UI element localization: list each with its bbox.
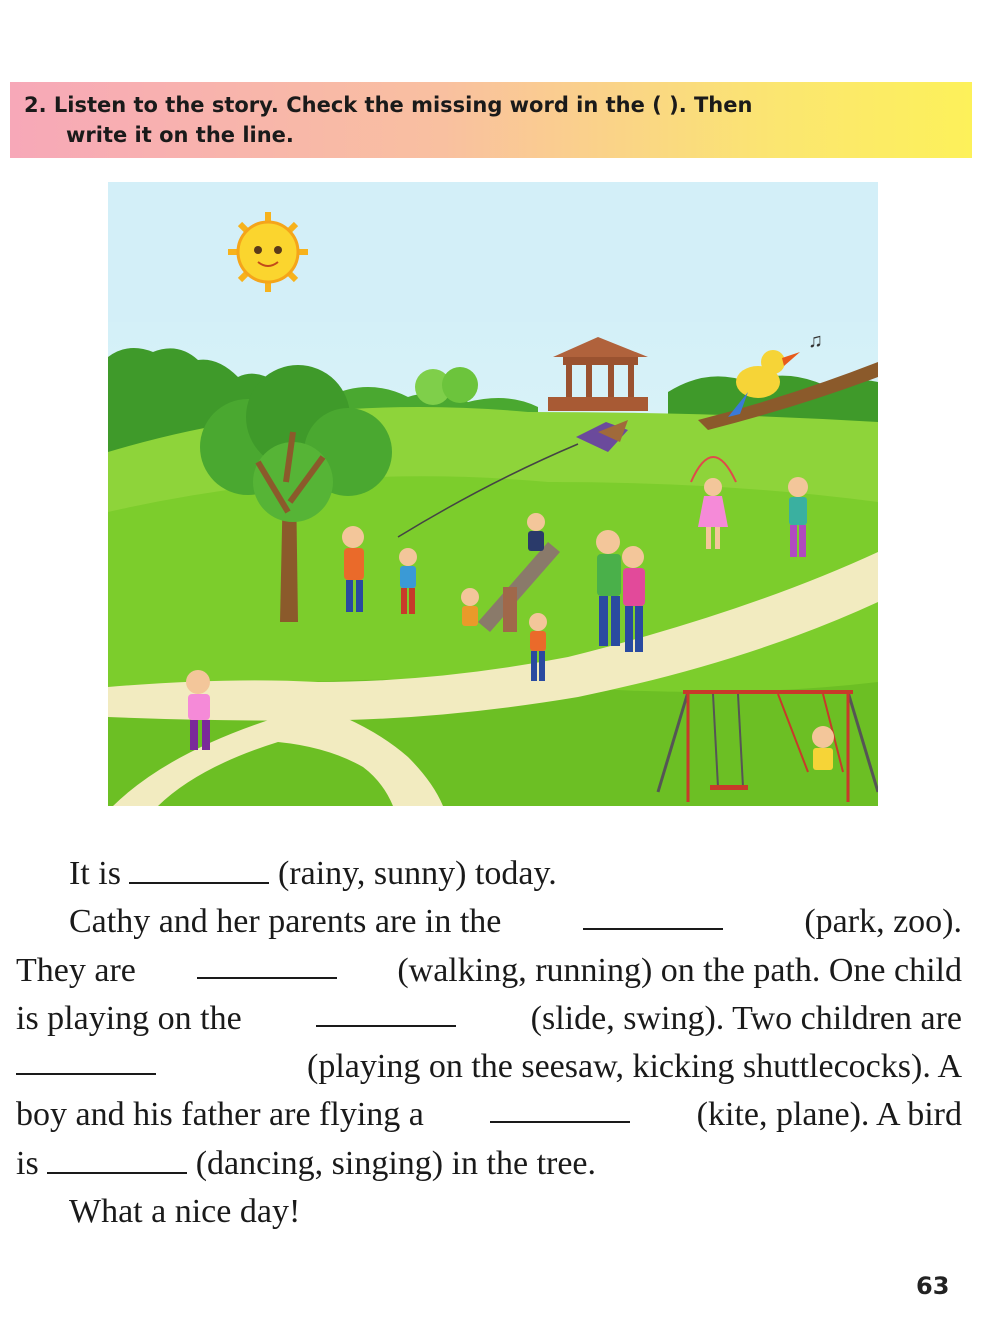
story-text-s6-a: boy and his father are flying a <box>16 1096 424 1134</box>
story-text <box>16 850 962 1236</box>
story-text-s2-b: (park, zoo). <box>804 903 962 941</box>
park-illustration <box>108 182 878 806</box>
svg-text:♫: ♫ <box>808 330 823 352</box>
story-line-2 <box>16 898 962 946</box>
story-text-s5-b: (playing on the seesaw, kicking shuttlecocks). A <box>307 1048 962 1086</box>
story-line-1 <box>16 850 962 898</box>
story-text-s1-a: It is <box>69 855 121 892</box>
answer-blank-weather[interactable] <box>129 852 269 884</box>
story-line-3 <box>16 947 962 995</box>
story-text-s8: What a nice day! <box>69 1193 301 1231</box>
instruction-banner <box>10 82 972 158</box>
answer-blank-activity[interactable] <box>16 1043 156 1075</box>
story-text-s4-b: (slide, swing). Two children are <box>530 999 962 1037</box>
answer-blank-toy[interactable] <box>490 1091 630 1123</box>
answer-blank-bird[interactable] <box>47 1142 187 1174</box>
story-text-s7-b: (dancing, singing) in the tree. <box>195 1144 597 1182</box>
story-line-5 <box>16 1043 962 1091</box>
instruction-line-1: 2. Listen to the story. Check the missing word in the ( ). Then <box>24 93 753 117</box>
story-text-s1-b: (rainy, sunny) today. <box>277 855 557 892</box>
story-text-s6-b: (kite, plane). A bird <box>696 1096 962 1134</box>
story-text-s4-a: is playing on the <box>16 999 242 1037</box>
story-text-s2-a: Cathy and her parents are in the <box>69 903 502 941</box>
story-line-7 <box>16 1140 962 1188</box>
story-text-s3-a: They are <box>16 951 136 989</box>
story-line-8 <box>16 1188 962 1236</box>
answer-blank-equipment[interactable] <box>316 995 456 1027</box>
story-text-s7-a: is <box>16 1144 39 1182</box>
answer-blank-place[interactable] <box>583 898 723 930</box>
story-text-s3-b: (walking, running) on the path. One child <box>397 951 962 989</box>
story-line-6 <box>16 1091 962 1139</box>
instruction-line-2: write it on the line. <box>66 123 294 147</box>
sun <box>228 212 308 292</box>
page-number: 63 <box>916 1272 950 1300</box>
answer-blank-action[interactable] <box>197 947 337 979</box>
story-line-4 <box>16 995 962 1043</box>
